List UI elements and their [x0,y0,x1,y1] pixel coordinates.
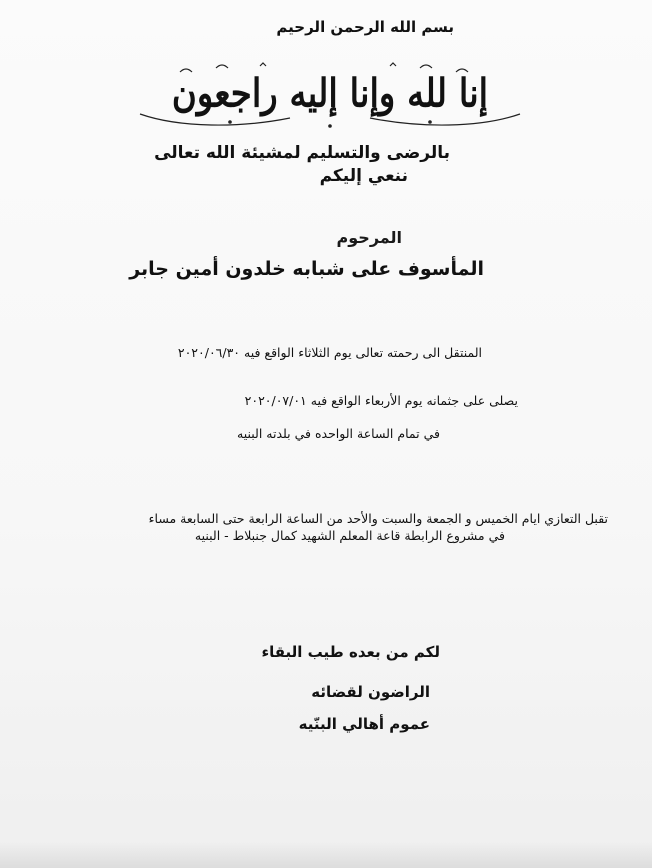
funeral-time-line: في تمام الساعة الواحده في بلدته البنيه [237,426,440,441]
condolence-venue-line: في مشروع الرابطة قاعة المعلم الشهيد كمال جنبلاط - البنيه [194,528,505,543]
signature-family-line: عموم أهالي البنّيه [298,715,430,733]
verse-text: إنا لله وإنا إليه راجعون [171,71,489,117]
signature-content-line: الراضون لقضائه [311,683,430,701]
basmala: بسم الله الرحمن الرحيم [276,18,454,36]
closing-line: لكم من بعده طيب البقاء [261,643,440,661]
funeral-prayer-line: يصلى على جثمانه يوم الأربعاء الواقع فيه ٢٠٢٠/٠٧/٠١ [244,393,518,408]
condolence-days-line: تقبل التعازي ايام الخميس و الجمعة والسبت والأحد من الساعة الرابعة حتى السابعة مساء [148,511,608,526]
quran-verse-calligraphy [120,58,540,130]
late-label: المرحوم [336,228,402,247]
death-date-line: المنتقل الى رحمته تعالى يوم الثلاثاء الواقع فيه ٢٠٢٠/٠٦/٣٠ [177,345,482,360]
consent-line: بالرضى والتسليم لمشيئة الله تعالى [154,143,450,163]
mourn-line: ننعي إليكم [319,166,408,186]
deceased-name: المأسوف على شبابه خلدون أمين جابر [129,258,484,280]
